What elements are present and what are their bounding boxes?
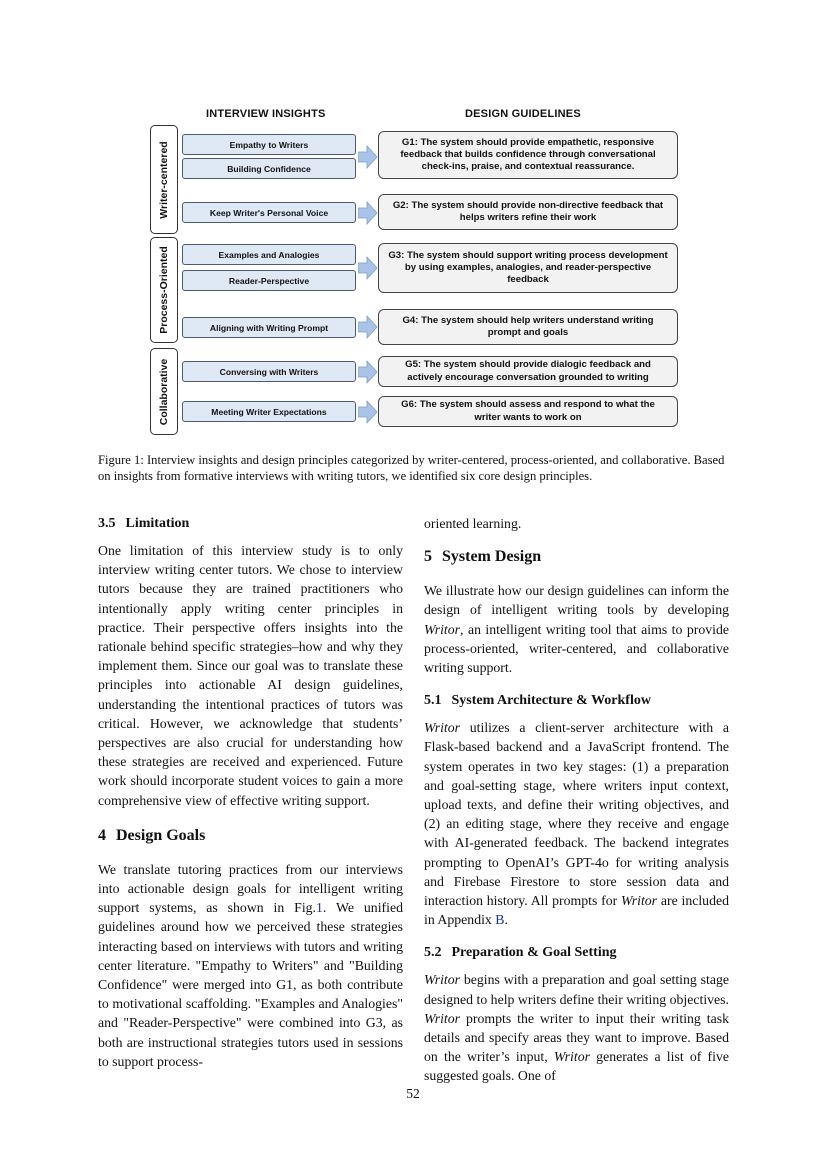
group-label: Collaborative (158, 358, 170, 425)
section-number: 5 (424, 548, 432, 566)
text-run: begins with a preparation and goal setting stage designed to help writers define their writing objectives. (424, 972, 729, 1007)
system-name: Writor (424, 1010, 461, 1026)
section-number: 4 (98, 826, 106, 844)
insight-reader-perspective: Reader-Perspective (182, 270, 356, 291)
section-heading-3-5 (98, 514, 403, 533)
text-run: are included in Appendix (424, 893, 729, 928)
section-heading-5-1 (424, 691, 729, 710)
guideline-g5 (378, 356, 678, 387)
arrow-right-icon (358, 255, 378, 281)
section-heading-5 (424, 547, 729, 567)
guideline-g4 (378, 309, 678, 345)
arrow-right-icon (358, 200, 378, 226)
system-name: Writor (424, 621, 461, 637)
group-label: Writer-centered (158, 140, 170, 219)
insight-examples-analogies: Examples and Analogies (182, 244, 356, 265)
paragraph-limitation: One limitation of this interview study is to only interview writing center tutors. We chose to interview tutors because they are trained practitioners who intentionally apply writing center principles in practice. Their perspective offers insights into the rationale behind specific strategies–how and why they implement them. Since our goal was to translate these principles into actionable AI design guidelines, understanding the intentional practices of tutors was critical. However, we acknowledge that students’ perspectives are also crucial for understanding how these strategies are received and experienced. Future work should incorporate student voices to gain a more comprehensive view of effective writing support. (98, 543, 403, 808)
section-heading-4 (98, 826, 403, 846)
paragraph-continuation: oriented learning. (424, 516, 522, 531)
figure-header-insights: INTERVIEW INSIGHTS (206, 108, 326, 120)
insight-building-confidence: Building Confidence (182, 158, 356, 179)
group-collaborative (150, 348, 178, 435)
text-run: . (504, 912, 508, 928)
section-title: Limitation (125, 516, 190, 531)
text-run: We translate tutoring practices from our interviews into actionable design goals for intelligent writing support systems, as shown in Fig. (98, 861, 403, 916)
section-heading-5-2 (424, 943, 729, 962)
guideline-g3 (378, 243, 678, 293)
group-writer-centered (150, 125, 178, 234)
group-label: Process-Oriented (158, 246, 170, 334)
system-name: Writor (621, 893, 658, 909)
guideline-text: G2: The system should provide non-directive feedback that helps writers refine their work (392, 199, 664, 223)
section-number: 5.1 (424, 693, 442, 709)
guideline-text: G4: The system should help writers understand writing prompt and goals (402, 314, 654, 338)
text-run: utilizes a client-server architecture with a Flask-based backend and a JavaScript frontend. The system operates in two key stages: (1) a preparation and goal-setting stage, where writers input context, upload texts, and define their writing objectives, and (2) an editing stage, where they receive and engage with AI-generated feedback. The backend integrates prompting to OpenAI’s GPT-4o for writing analysis and Firebase Firestore to store session data and interaction history. All prompts for (424, 720, 729, 909)
appendix-reference-link[interactable]: B (495, 912, 505, 928)
section-number: 3.5 (98, 516, 116, 531)
figure-header-guidelines: DESIGN GUIDELINES (465, 108, 581, 120)
page-number: 52 (406, 1086, 420, 1101)
paragraph-architecture (424, 718, 729, 929)
left-column (98, 514, 403, 1071)
arrow-right-icon (358, 314, 378, 340)
section-title: System Architecture & Workflow (451, 693, 651, 709)
group-process-oriented (150, 237, 178, 343)
figure-reference-link[interactable]: 1 (316, 900, 323, 916)
insight-aligning-prompt: Aligning with Writing Prompt (182, 317, 356, 338)
section-title: Design Goals (116, 826, 206, 844)
guideline-g2 (378, 194, 678, 230)
arrow-right-icon (358, 399, 378, 425)
arrow-right-icon (358, 359, 378, 385)
text-run: . We unified guidelines around how we perceived these strategies interacting based on interviews with tutors and writing center literature. "Empathy to Writers" and "Building Confidence" were merged into G1, as both contribute to motivational scaffolding. "Examples and Analogies" and "Reader-Perspective" were combined into G3, as both are instructional strategies tutors used in sessions to support process- (98, 900, 403, 1069)
guideline-g1 (378, 131, 678, 179)
paragraph-system-design (424, 581, 729, 677)
insight-conversing: Conversing with Writers (182, 361, 356, 382)
section-number: 5.2 (424, 945, 442, 961)
text-run: , an intelligent writing tool that aims to provide process-oriented, writer-centered, and collaborative writing support. (424, 621, 729, 676)
text-run: We illustrate how our design guidelines can inform the design of intelligent writing tools by developing (424, 583, 729, 618)
insight-empathy: Empathy to Writers (182, 134, 356, 155)
right-column (424, 514, 729, 1086)
system-name: Writor (424, 972, 461, 988)
section-title: Preparation & Goal Setting (451, 945, 617, 961)
guideline-text: G6: The system should assess and respond to what the writer wants to work on (401, 399, 655, 423)
system-name: Writor (424, 720, 461, 736)
arrow-right-icon (358, 144, 378, 170)
guideline-text: G1: The system should provide empathetic, responsive feedback that builds confidence through conversational check-ins, praise, and contextual reassurance. (400, 136, 656, 173)
guideline-g6 (378, 396, 678, 427)
text-run: prompts the writer to input their writing task details and specify areas they want to improve. Based on the writer’s input, (424, 1010, 729, 1065)
figure-caption: Figure 1: Interview insights and design principles categorized by writer-centered, process-oriented, and collaborative. Based on insights from formative interviews with writing tutors, we identified six core design principles. (98, 453, 725, 483)
section-title: System Design (442, 548, 542, 566)
guideline-text: G5: The system should provide dialogic feedback and actively encourage conversation grounded to writing (405, 359, 651, 383)
paragraph-preparation (424, 970, 729, 1085)
insight-personal-voice: Keep Writer's Personal Voice (182, 202, 356, 223)
guideline-text: G3: The system should support writing process development by using examples, analogies, and reader-perspective feedback (388, 249, 668, 286)
insight-meeting-expectations: Meeting Writer Expectations (182, 401, 356, 422)
system-name: Writor (553, 1049, 590, 1065)
text-run: generates a list of five suggested goals. One of (424, 1049, 729, 1084)
paragraph-design-goals (98, 860, 403, 1071)
